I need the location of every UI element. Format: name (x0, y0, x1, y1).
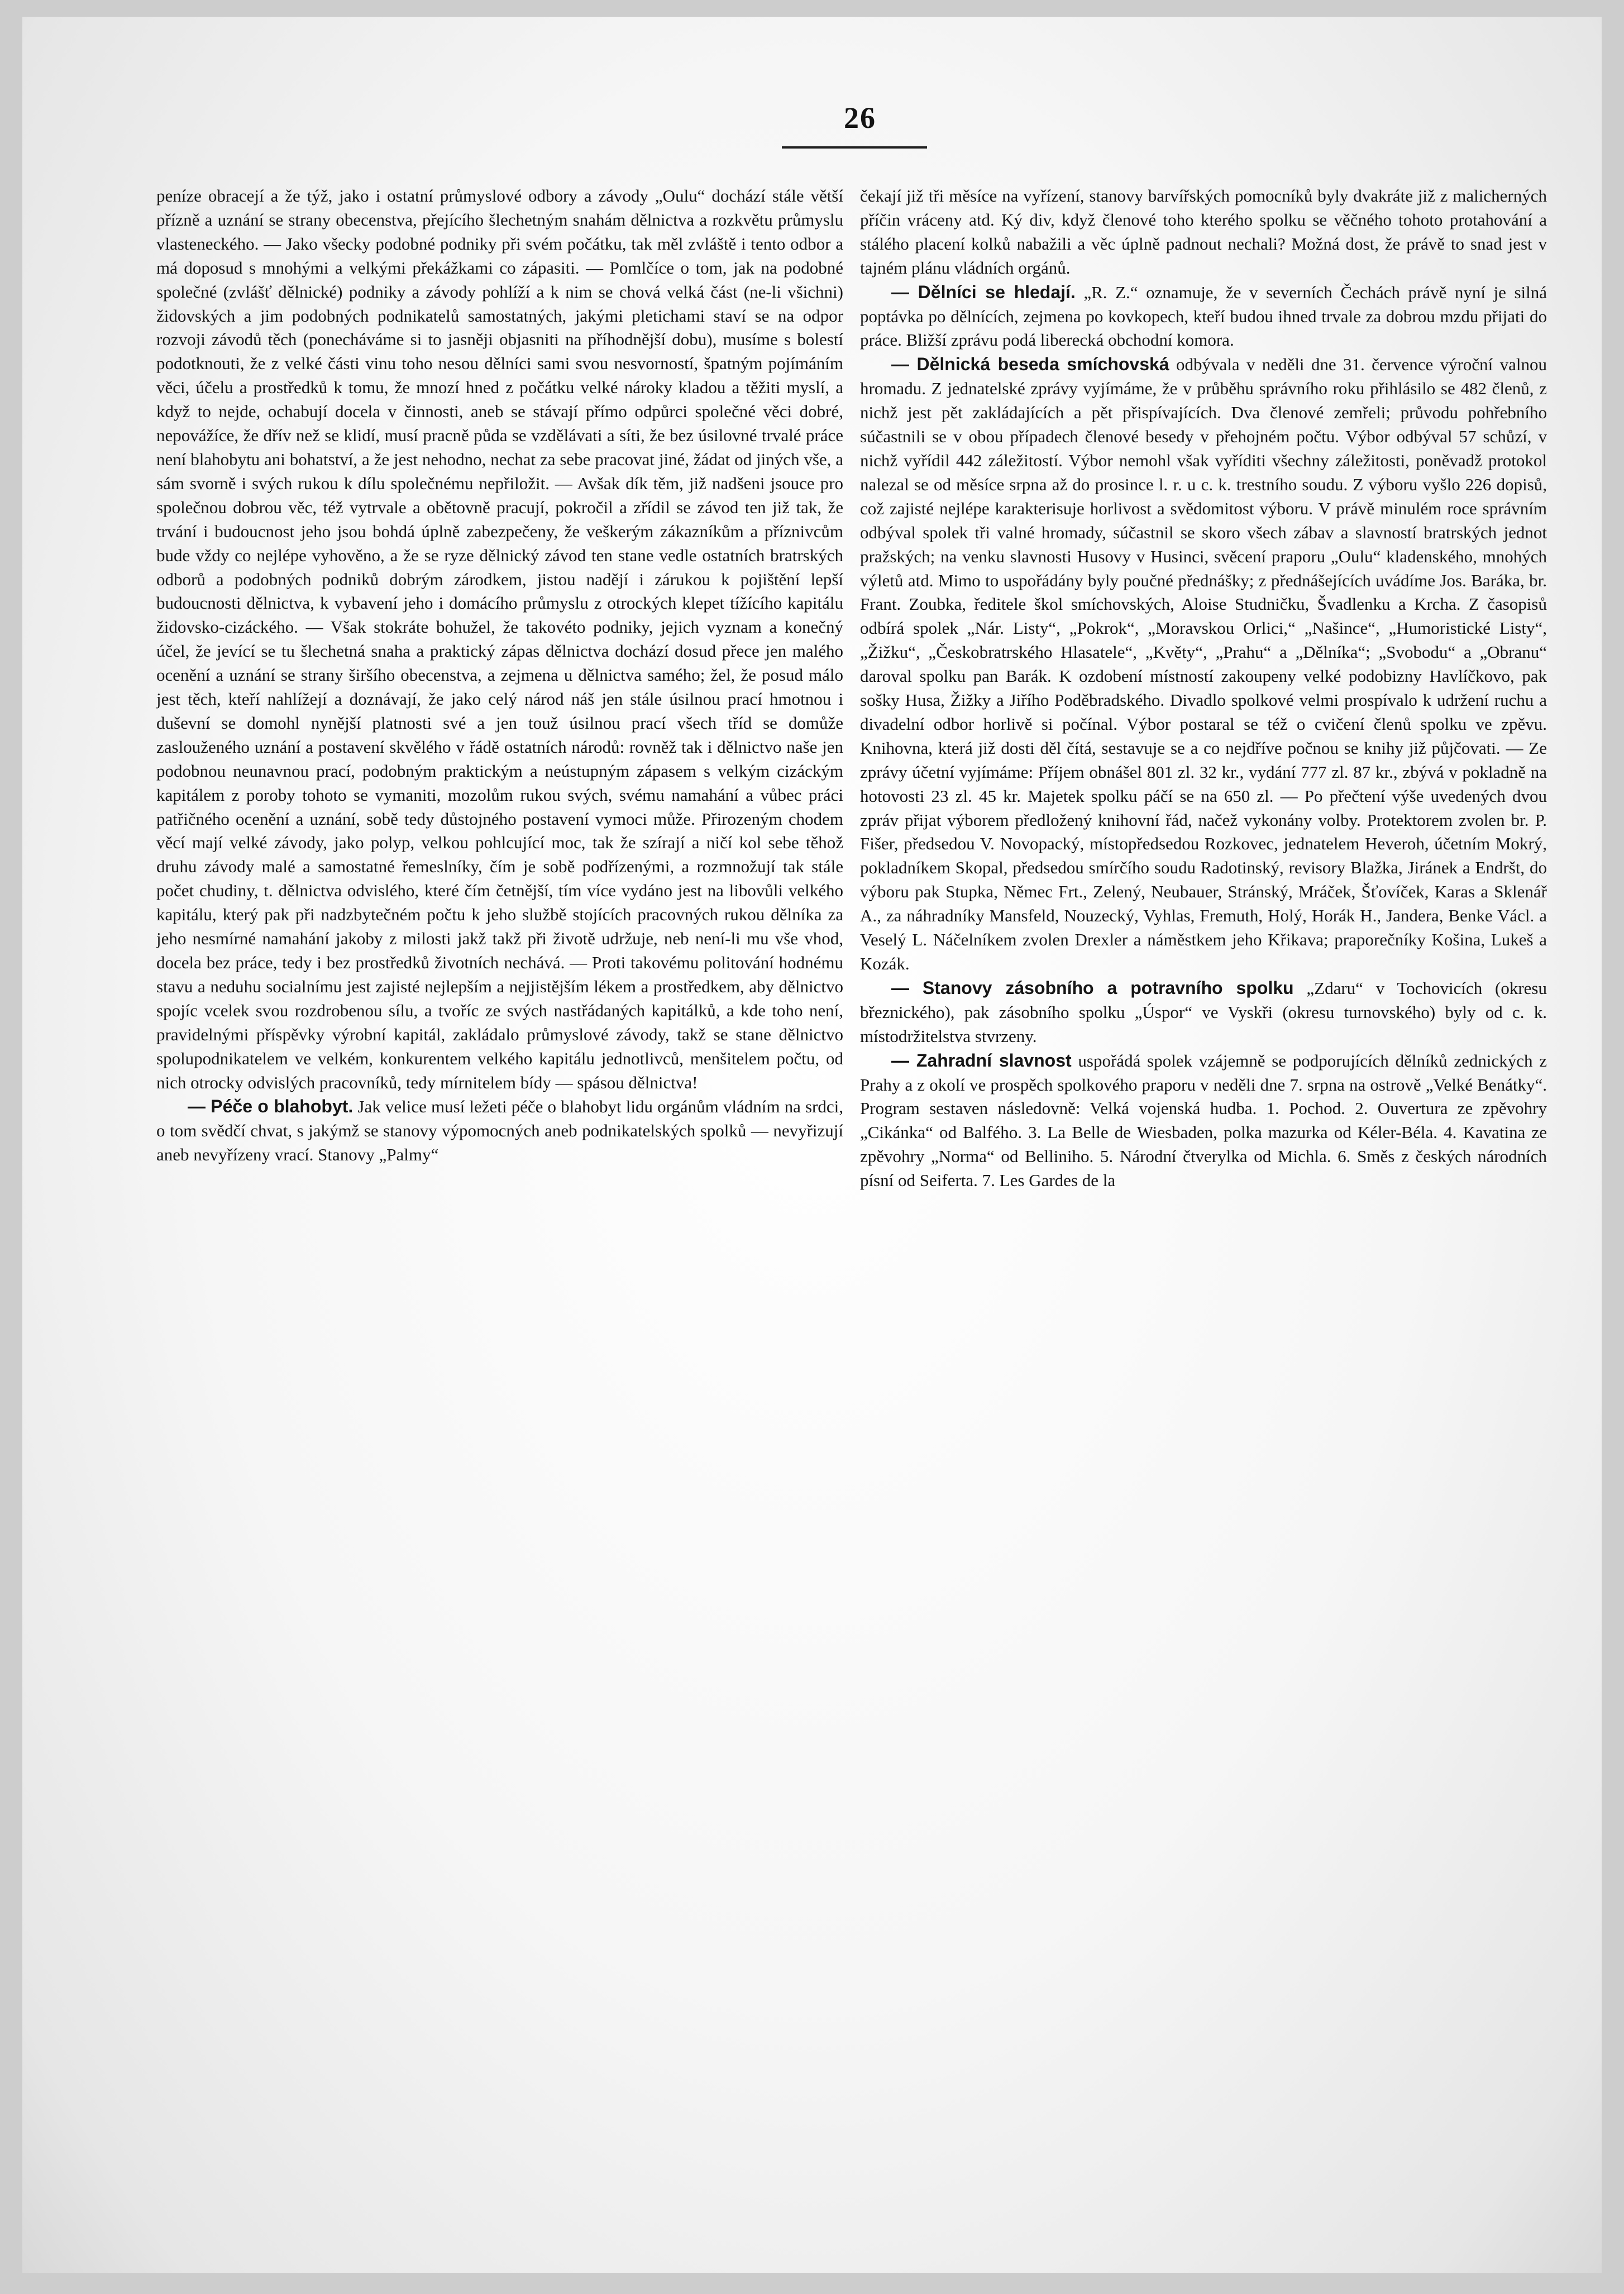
right-article-delnici-se-hledaji (860, 280, 1547, 353)
right-article-stanovy-zasobniho (860, 976, 1547, 1049)
paragraph-text: „Zdaru“ v Tochovicích (okresu březnického), pak zásobního spolku „Úspor“ ve Vyskři (okresu turnovského) byly od c. k. místodržitelstva stvrzeny. (860, 978, 1547, 1046)
article-rubric: — Dělníci se hledají. (891, 281, 1076, 302)
right-article-continuation (860, 184, 1547, 280)
left-article-continuation (156, 184, 843, 1095)
newspaper-page (22, 17, 1602, 2273)
right-article-delnicka-beseda (860, 352, 1547, 976)
page-number-rule (782, 146, 927, 149)
paragraph-text: čekají již tři měsíce na vyřízení, stanovy barvířských pomocníků byly dvakráte již z malicherných příčin vráceny atd. Ký div, když členové toho kterého spolku se věčného tohoto protahování a stálého placení kolků nabažili a věc úplně padnout nechali? Možná dost, že právě to snad jest v tajném plánu vládních orgánů. (860, 186, 1547, 278)
paragraph-text: odbývala v neděli dne 31. července výroční valnou hromadu. Z jednatelské zprávy vyjímáme, že v průběhu správního roku přihlásilo se 482 členů, z nichž jest pět zakládajících a pět přispívajících. Dva členové zemřeli; průvodu pohřebního súčastnili se v obou případech členové besedy v přehojném počtu. Výbor odbýval 57 schůzí, v nichž vyřídil 442 záležitostí. Výbor nemohl však vyříditi všechny záležitosti, poněvadž protokol nalezal se od měsíce srpna až do prosince l. r. u c. k. trestního soudu. Z výboru vyšlo 226 dopisů, což zajisté nejlépe karakterisuje horlivost a svědomitost výboru. V právě minulém roce správním odbýval spolek tři valné hromady, súčastnil se skoro všech zábav a slavností bratrských jednot pražských; na venku slavnosti Husovy v Husinci, svěcení praporu „Oulu“ kladenského, mnohých výletů atd. Mimo to uspořádány byly poučné přednášky; z přednášejících uvádíme Jos. Baráka, br. Frant. Zoubka, ředitele škol smíchovských, Aloise Studničku, Švadlenku a Krcha. Z časopisů odbírá spolek „Nár. Listy“, „Pokrok“, „Moravskou Orlici,“ „Našince“, „Humoristické Listy“, „Žižku“, „Českobratrského Hlasatele“, „Květy“, „Prahu“ a „Dělníka“; „Svobodu“ a „Obranu“ daroval spolku pan Barák. K ozdobení místností zakoupeny velké podobizny Havlíčkovo, pak sošky Husa, Žižky a Jiřího Poděbradského. Divadlo spolkové velmi prospívalo k udržení ruchu a divadelní odbor horlivě si počínal. Výbor postaral se též o cvičení členů spolku ve zpěvu. Knihovna, která již dosti děl čítá, sestavuje se a co nejdříve počnou se knihy již půjčovati. — Ze zprávy účetní vyjímáme: Příjem obnášel 801 zl. 32 kr., vydání 777 zl. 87 kr., zbývá v pokladně na hotovosti 23 zl. 45 kr. Majetek spolku páčí se na 650 zl. — Po přečtení výše uvedených dvou zpráv přijat výborem předložený knihovní řád, načež vykonány volby. Protektorem zvolen br. P. Fišer, předsedou V. Novopacký, místopředsedou Rozkovec, jednatelem Heveroh, účetním Mokrý, pokladníkem Skopal, předsedou smírčího soudu Radotinský, revisory Blažka, Jiránek a Endršt, do výboru pak Stupka, Němec Frt., Zelený, Neubauer, Stránský, Mráček, Šťovíček, Karas a Sklenář A., za náhradníky Mansfeld, Nouzecký, Vyhlas, Fremuth, Holý, Horák H., Jandera, Benke Václ. a Veselý L. Náčelníkem zvolen Drexler a náměstkem jeho Křikava; praporečníky Košina, Lukeš a Kozák. (860, 355, 1547, 973)
paragraph-text: uspořádá spolek vzájemně se podporujících dělníků zednických z Prahy a z okolí ve prospěch spolkového praporu v neděli dne 7. srpna na ostrově „Velké Benátky“. Program sestaven následovně: Velká vojenská hudba. 1. Pochod. 2. Ouvertura ze zpěvohry „Cikánka“ od Balfého. 3. La Belle de Wiesbaden, polka mazurka od Kéler-Béla. 4. Kavatina ze zpěvohry „Norma“ od Belliniho. 5. Národní čtverylka od Michla. 6. Směs z českých národních písní od Seiferta. 7. Les Gardes de la (860, 1050, 1547, 1191)
article-rubric: — Dělnická beseda smíchovská (891, 354, 1169, 375)
article-rubric: — Stanovy zásobního a potravního spolku (891, 977, 1294, 998)
right-column (860, 184, 1547, 1927)
article-rubric: — Péče o blahobyt. (188, 1096, 354, 1117)
page-number: 26 (844, 101, 876, 135)
left-article-pece-o-blahobyt (156, 1095, 843, 1167)
paragraph-text: peníze obracejí a že týž, jako i ostatní průmyslové odbory a závody „Oulu“ dochází stále větší přízně a uznání se strany obecenstva, přejícího šlechetným snahám dělnictva a rozkvětu průmyslu vlasteneckého. — Jako všecky podobné podniky při svém počátku, tak měl zvláště i tento odbor a má doposud s mnohými a velkými překážkami co zápasiti. — Pomlčíce o tom, jak na podobné společné (zvlášť dělnické) podniky a závody pohlíží a k nim se chová velká část (ne-li všichni) židovských a jim podobných podnikatelů samostatných, jakými pletichami staví se na odpor rozvoji závodů těch (ponecháváme si to jasněji objasniti na příhodnější dobu), musíme s bolestí podotknouti, že z velké části vinu toho nesou dělníci sami svou nesvorností, špatným pojímáním věci, účelu a prostředků k tomu, že mnozí hned z počátku velké nároky kladou a těžiti myslí, a když to nejde, ochabují docela v činnosti, aneb se stávají přímo odpůrci společné věci dobré, nepovážíce, že dřív než se klidí, musí pracně půda se vzdělávati a síti, že bez úsilovné trvalé práce není blahobytu ani bohatství, a že jest nehodno, nechat za sebe pracovat jiné, žádat od jiných vše, a sám svorně i svých rukou k dílu společnému nepřiložit. — Avšak dík těm, již nadšeni jsouce pro společnou dobrou věc, též vytrvale a obětovně pracují, pokročil a zřídil se závod ten již tak, že trvání i budoucnost jeho jsou bohdá úplně zabezpečeny, že veškerým zákazníkům a příznivcům bude vždy co nejlépe vyhověno, a že se ryze dělnický závod ten stane vedle ostatních bratrských odborů a podobných podniků dobrým zárodkem, jistou nadějí i zárukou k pojištění lepší budoucnosti dělnictva, k vybavení jeho i domácího průmyslu z otrockých klepet tížícího kapitálu židovsko-cizáckého. — Však stokráte bohužel, že takovéto podniky, jejich vyznam a konečný účel, že jevící se tu šlechetná snaha a praktický zápas dělnictva dochází dosud přece jen malého ocenění a uznání se strany širšího obecenstva, a zejmena u dělnictva samého; žel, že posud málo jest těch, kteří nahlížejí a doznávají, že jako celý národ náš jen stále úsilnou prací hmotnou i duševní se domohl nynější platnosti své a jen touž úsilnou prací všech tříd se domůže zaslouženého uznání a postavení skvělého v řádě ostatních národů: rovněž tak i dělnictvo naše jen podobnou neunavnou prací, podobným praktickým a neústupným zápasem s velkým cizáckým kapitálem z poroby tohoto se vymaniti, mozolům rukou svých, svému namahání a vůbec práci patřičného ocenění a uznání, sobě tedy důstojného postavení vymoci může. Přirozeným chodem věcí mají velké závody, jako polyp, velkou pohlcující moc, tak že szírají a ničí kol sebe těhož druhu závody malé a samostatné řemeslníky, čím je sobě podřízenými, a rozmnožují tak stále počet chudiny, t. dělnictva odvislého, které čím četnější, tím více vydáno jest na libovůli velkého kapitálu, který pak při nadzbytečném počtu k jeho službě stojících pracovných rukou dělníka za jeho nesmírné namahání jakoby z milosti jakž takž při životě udržuje, neb není-li mu vše vhod, docela bez práce, tedy i bez prostředků životních nechává. — Proti takovému politování hodnému stavu a neduhu socialnímu jest zajisté nejlepším a nejjistějším lékem a prostředkem, aby dělnictvo spojíc vcelek svou rozdrobenou sílu, a tvoříc ze svých nastřádaných kapitálků, a kde toho není, pravidelnými příspěvky výrobní kapitál, zakládalo průmyslové závody, takž se stane dělnictvo spolupodnikatelem ve velkém, konkurentem velkého kapitálu jednotlivců, menšitelem počtu, od nich otrocky odvislých pracovníků, tedy mírnitelem bídy — spásou dělnictva! (156, 186, 843, 1092)
left-column (156, 184, 843, 2072)
paragraph-text: „R. Z.“ oznamuje, že v severních Čechách právě nyní je silná poptávka po dělnících, zejmena po kovkopech, kteří budou ihned trvale za dobrou mzdu přijati do práce. Bližší zprávu podá liberecká obchodní komora. (860, 282, 1547, 350)
article-rubric: — Zahradní slavnost (891, 1050, 1072, 1070)
right-article-zahradni-slavnost (860, 1049, 1547, 1193)
paragraph-text: Jak velice musí ležeti péče o blahobyt lidu orgánům vládním na srdci, o tom svědčí chvat, s jakýmž se stanovy výpomocných aneb podnikatelských spolků — nevyřizují aneb nevyřízeny vrací. Stanovy „Palmy“ (156, 1097, 843, 1165)
